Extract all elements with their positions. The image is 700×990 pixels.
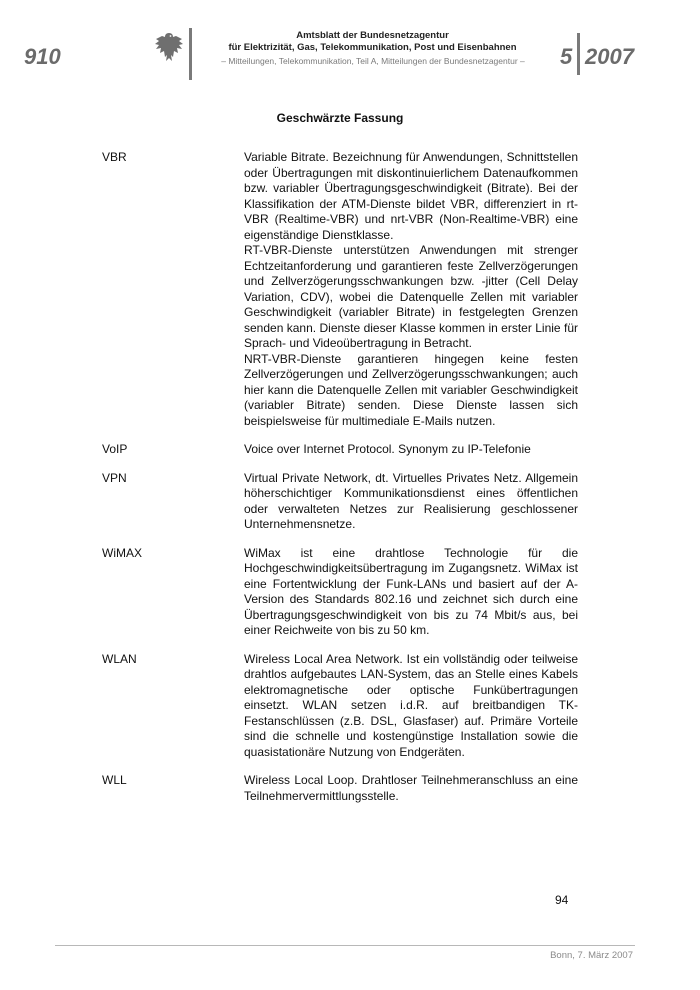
body-page-number: 94 [555, 893, 569, 907]
glossary-term: WLAN [102, 651, 137, 666]
definition-paragraph: WiMax ist eine drahtlose Technologie für die Hochgeschwindigkeitsübertragung im Zugangsnetz. WiMax ist eine Fortentwicklung der Funk-LANs und basiert auf der A-Version des Standards 802.16 und zeichnet sich durch eine Übertragungsgeschwindigkeit von bis zu 74 Mbit/s aus, bei einer Reichweite von bis zu 50 km. [244, 545, 578, 637]
glossary-term: VPN [102, 470, 127, 485]
federal-eagle-icon [153, 30, 185, 66]
header-title-line1: Amtsblatt der Bundesnetzagentur [296, 30, 449, 41]
definition-paragraph: NRT-VBR-Dienste garantieren hingegen keine festen Zellverzögerungen und Zellverzögerungsschwankungen; auch hier kann die Datenquelle Zellen mit variabler Geschwindigkeit (variabler Bitrate) senden. Diese Dienste lassen sich beispielsweise für multimediale E-Mails nutzen. [244, 351, 578, 428]
header-divider [189, 28, 192, 80]
glossary-definition [244, 150, 578, 429]
glossary-entry-voip [102, 442, 580, 458]
footer-date: Bonn, 7. März 2007 [550, 950, 633, 961]
issue-number: 5 [560, 44, 573, 69]
glossary-definition [244, 546, 578, 639]
issue-year: 2007 [585, 44, 634, 69]
page-number: 910 [24, 44, 61, 69]
glossary-entry-wll [102, 773, 580, 804]
glossary-definition [244, 471, 578, 533]
header-title [195, 30, 550, 54]
issue-divider [577, 33, 580, 75]
glossary-definition [244, 652, 578, 761]
glossary-term: WLL [102, 773, 127, 787]
glossary-definition [244, 773, 578, 804]
glossary-entry-wimax [102, 546, 580, 639]
glossary-definition [244, 442, 578, 458]
header-subtitle: – Mitteilungen, Telekommunikation, Teil A, Mitteilungen der Bundesnetzagentur – [221, 56, 525, 66]
glossary-entry-vpn [102, 471, 580, 533]
definition-paragraph: Variable Bitrate. Bezeichnung für Anwendungen, Schnittstellen oder Übertragungen mit diskontinuierlichem Datenaufkommen bzw. variabler Übertragungsgeschwindigkeit (Bitrate). Bei der Klassifikation der ATM-Dienste bildet VBR, differenziert in rt-VBR (Realtime-VBR) und nrt-VBR (Non-Realtime-VBR) eine eigenständige Dienstklasse. [244, 150, 578, 242]
glossary-term: VoIP [102, 442, 128, 456]
definition-paragraph: Wireless Local Area Network. Ist ein vollständig oder teilweise drahtlos aufgebautes LAN-System, das an Stelle eines Kabels elektromagnetische oder optische Funkübertragungen einsetzt. WLAN setzen i.d.R. auf breitbandigen TK-Festanschlüssen (z.B. DSL, Glasfaser) auf. Primäre Vorteile sind die schnelle und kostengünstige Installation sowie die quasistationäre Nutzung von Endgeräten. [244, 651, 578, 759]
section-title: Geschwärzte Fassung [276, 111, 404, 125]
glossary-entry-wlan [102, 652, 580, 761]
definition-paragraph: RT-VBR-Dienste unterstützen Anwendungen mit strenger Echtzeitanforderung und garantieren feste Zellverzögerungen und Zellverzögerungsschwankungen bzw. -jitter (Cell Delay Variation, CDV), wobei die Datenquelle Zellen mit variabler Geschwindigkeit (variabler Bitrate) in festgelegten Grenzen senden kann. Dienste dieser Klasse kommen in erster Linie für Sprach- und Videoübertragung in Betracht. [244, 243, 578, 350]
glossary-term: WiMAX [102, 545, 142, 560]
glossary-term: VBR [102, 150, 127, 164]
definition-paragraph: Voice over Internet Protocol. Synonym zu IP-Telefonie [244, 442, 531, 456]
definition-paragraph: Wireless Local Loop. Drahtloser Teilnehmeranschluss an eine Teilnehmervermittlungsstelle. [244, 773, 578, 803]
definition-paragraph: Virtual Private Network, dt. Virtuelles Privates Netz. Allgemein höherschichtiger Kommunikationsdienst eines öffentlichen oder verwalteten Netzes zur Realisierung geschlossener Unternehmensnetze. [244, 470, 578, 531]
footer-divider [55, 945, 635, 946]
glossary-entry-vbr [102, 150, 580, 429]
glossary [102, 150, 580, 817]
header-title-line2: für Elektrizität, Gas, Telekommunikation, Post und Eisenbahnen [228, 42, 517, 53]
